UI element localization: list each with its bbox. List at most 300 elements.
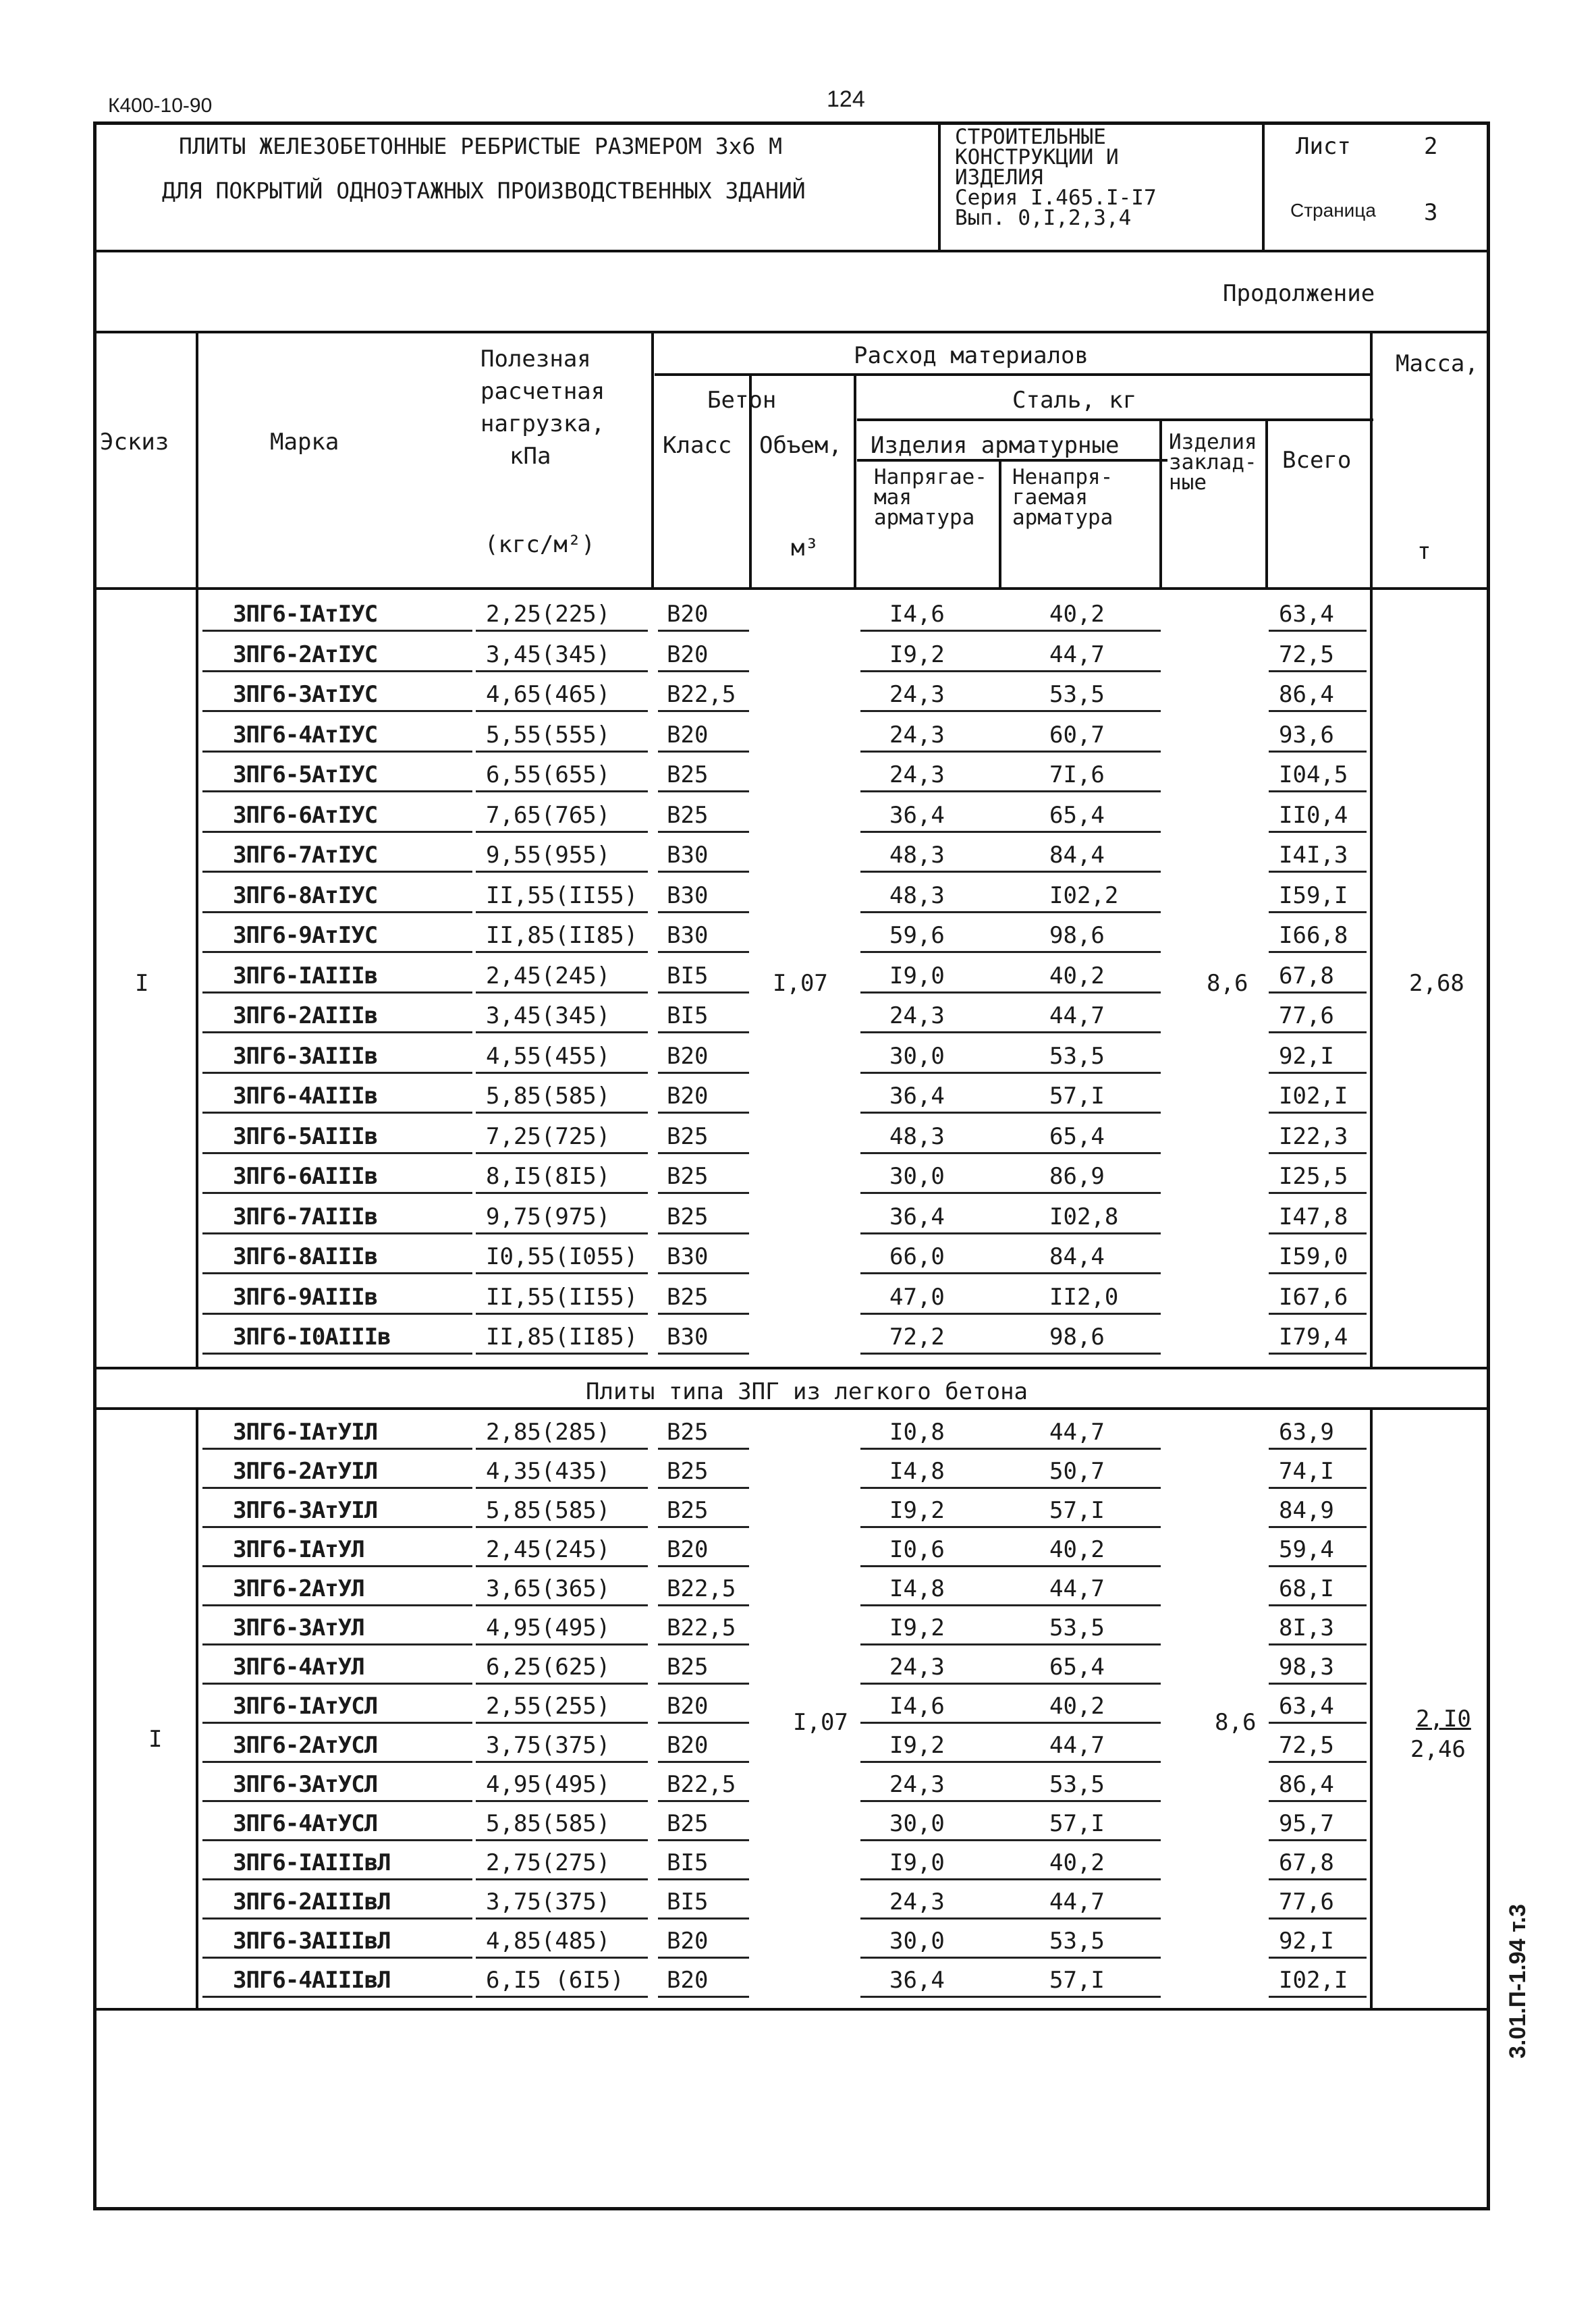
group2-row-class: В25	[667, 1497, 709, 1524]
group1-row-load-underline	[476, 1031, 648, 1033]
group2-row-prestressed: 24,3	[889, 1771, 945, 1798]
group1-row-marka-underline	[202, 871, 472, 873]
group2-row-class: В20	[667, 1693, 709, 1720]
group1-row-total: I04,5	[1279, 761, 1348, 788]
group1-row-total-underline	[1269, 1232, 1367, 1234]
group2-row-marka: 3ПГ6-IАтУIЛ	[233, 1419, 378, 1446]
group2-title-bottom-line	[93, 1407, 1490, 1410]
group1-row-total-underline	[1269, 911, 1367, 913]
group2-row-class: В20	[667, 1732, 709, 1759]
group2-row-nonprestressed: 53,5	[1049, 1928, 1105, 1955]
table-bottom-line	[93, 2008, 1490, 2011]
group2-row-prestressed: I9,2	[889, 1497, 945, 1524]
group1-row-total: I02,I	[1279, 1083, 1348, 1110]
group1-eskiz: I	[135, 970, 149, 997]
group1-row-marka: 3ПГ6-7АтIУС	[233, 842, 378, 869]
group2-row-total-underline	[1269, 1839, 1367, 1841]
group2-row-load: 4,35(435)	[486, 1458, 611, 1485]
group2-row-total-underline	[1269, 1683, 1367, 1685]
group2-row-class-underline	[658, 1917, 749, 1920]
group2-row-load-underline	[476, 1643, 648, 1645]
group2-row-class-underline	[658, 1526, 749, 1528]
group1-row-load: 2,45(245)	[486, 962, 611, 989]
group1-row-marka: 3ПГ6-6АтIУС	[233, 801, 378, 829]
title-line-2: ДЛЯ ПОКРЫТИЙ ОДНОЭТАЖНЫХ ПРОИЗВОДСТВЕННЫХ ЗДАНИЙ	[162, 178, 806, 204]
group2-title-top-line	[93, 1367, 1490, 1369]
group2-row-load: 3,65(365)	[486, 1575, 611, 1602]
group2-row-load-underline	[476, 1683, 648, 1685]
series-line-4: Серия I.465.I-I7	[955, 186, 1157, 210]
group1-row-class-underline	[658, 1112, 749, 1114]
col-volume-unit: м³	[791, 535, 819, 562]
group1-row-load: 5,85(585)	[486, 1083, 611, 1110]
sheet-value: 2	[1424, 133, 1438, 160]
group2-row-marka-underline	[202, 1957, 472, 1959]
group2-row-class-underline	[658, 1604, 749, 1606]
group2-row-nonprestressed: 53,5	[1049, 1614, 1105, 1641]
group2-row-steel-underline	[860, 1604, 1161, 1606]
group1-row-marka: 3ПГ6-3АIIIв	[233, 1042, 378, 1070]
group1-row-prestressed: 36,4	[889, 1083, 945, 1110]
group2-row-class: В25	[667, 1810, 709, 1837]
group2-row-total-underline	[1269, 1996, 1367, 1998]
group2-row-marka: 3ПГ6-4АтУСЛ	[233, 1810, 378, 1837]
group1-row-total: 92,I	[1279, 1042, 1334, 1070]
group1-row-total-underline	[1269, 831, 1367, 833]
group2-row-total-underline	[1269, 1917, 1367, 1920]
col-rebar-items: Изделия арматурные	[871, 432, 1120, 459]
group2-row-load-underline	[476, 1878, 648, 1880]
group1-row-total: I47,8	[1279, 1203, 1348, 1230]
col-load-1: Полезная	[480, 346, 591, 373]
group1-row-class: В25	[667, 1122, 709, 1150]
group1-row-class: ВI5	[667, 962, 709, 989]
group1-row-marka: 3ПГ6-2АтIУС	[233, 641, 378, 668]
group2-row-total-underline	[1269, 1604, 1367, 1606]
group2-row-steel-underline	[860, 1957, 1161, 1959]
group2-row-prestressed: I4,6	[889, 1693, 945, 1720]
group1-row-load: 3,45(345)	[486, 1002, 611, 1029]
group2-row-marka-underline	[202, 1448, 472, 1450]
group1-row-class: В30	[667, 842, 709, 869]
group1-row-steel-underline	[860, 1313, 1161, 1315]
group1-row-steel-underline	[860, 1232, 1161, 1234]
document-code: К400-10-90	[108, 94, 213, 117]
group1-row-prestressed: 36,4	[889, 1203, 945, 1230]
group2-row-marka: 3ПГ6-IАтУСЛ	[233, 1693, 378, 1720]
group2-row-nonprestressed: 44,7	[1049, 1575, 1105, 1602]
group2-row-class: ВI5	[667, 1849, 709, 1876]
group1-row-total-underline	[1269, 670, 1367, 672]
col-divider-nonprestressed	[1159, 418, 1162, 587]
group1-row-nonprestressed: 86,9	[1049, 1163, 1105, 1190]
group1-row-class: ВI5	[667, 1002, 709, 1029]
group2-title: Плиты типа 3ПГ из легкого бетона	[586, 1378, 1028, 1405]
group1-row-prestressed: 47,0	[889, 1283, 945, 1311]
title-block-divider	[938, 121, 941, 250]
group2-row-load-underline	[476, 1839, 648, 1841]
group1-row-nonprestressed: 98,6	[1049, 922, 1105, 949]
group1-row-total-underline	[1269, 710, 1367, 712]
group1-row-class: В20	[667, 1083, 709, 1110]
group2-row-prestressed: 30,0	[889, 1810, 945, 1837]
group1-row-nonprestressed: 40,2	[1049, 601, 1105, 628]
group2-row-steel-underline	[860, 1643, 1161, 1645]
group2-row-prestressed: I4,8	[889, 1458, 945, 1485]
group1-row-class: В30	[667, 881, 709, 909]
col-load-4: кПа	[510, 443, 551, 470]
group2-row-total-underline	[1269, 1643, 1367, 1645]
group2-row-prestressed: I0,8	[889, 1419, 945, 1446]
group2-row-total: 63,9	[1279, 1419, 1334, 1446]
group1-row-total: 86,4	[1279, 681, 1334, 708]
group1-row-prestressed: I9,2	[889, 641, 945, 668]
col-concrete: Бетон	[707, 387, 777, 414]
header-top-line	[93, 331, 1490, 333]
group1-row-class: В25	[667, 1283, 709, 1311]
col-eskiz: Эскиз	[100, 429, 169, 456]
group1-row-total-underline	[1269, 1072, 1367, 1074]
group1-row-prestressed: 59,6	[889, 922, 945, 949]
group1-row-total: 72,5	[1279, 641, 1334, 668]
group1-row-class-underline	[658, 1152, 749, 1154]
group1-row-class: В30	[667, 1324, 709, 1351]
group1-row-class-underline	[658, 911, 749, 913]
group1-row-nonprestressed: 65,4	[1049, 801, 1105, 829]
body-divider-total	[1370, 587, 1373, 1367]
group2-row-marka: 3ПГ6-2АтУIЛ	[233, 1458, 378, 1485]
group1-row-nonprestressed: 98,6	[1049, 1324, 1105, 1351]
group2-row-class-underline	[658, 1800, 749, 1802]
group1-row-total: I66,8	[1279, 922, 1348, 949]
group1-row-total: 63,4	[1279, 601, 1334, 628]
group2-row-prestressed: I9,2	[889, 1732, 945, 1759]
group2-row-load-underline	[476, 1487, 648, 1489]
group1-row-class-underline	[658, 1272, 749, 1274]
group2-row-load-underline	[476, 1565, 648, 1567]
group2-row-load: 2,55(255)	[486, 1693, 611, 1720]
group2-row-class-underline	[658, 1565, 749, 1567]
group1-row-load-underline	[476, 831, 648, 833]
group1-row-nonprestressed: 53,5	[1049, 681, 1105, 708]
group1-row-load-underline	[476, 1272, 648, 1274]
group1-row-marka: 3ПГ6-7АIIIв	[233, 1203, 378, 1230]
group2-row-marka: 3ПГ6-4АтУЛ	[233, 1654, 364, 1681]
group1-row-marka-underline	[202, 1313, 472, 1315]
group1-row-marka-underline	[202, 1031, 472, 1033]
group1-row-marka-underline	[202, 1232, 472, 1234]
group1-row-total-underline	[1269, 1313, 1367, 1315]
group1-row-class: В22,5	[667, 681, 736, 708]
group1-row-class-underline	[658, 710, 749, 712]
group1-row-prestressed: 30,0	[889, 1163, 945, 1190]
group1-row-total: II0,4	[1279, 801, 1348, 829]
group1-embedded: 8,6	[1207, 970, 1248, 997]
group1-row-prestressed: 48,3	[889, 842, 945, 869]
group1-row-nonprestressed: 57,I	[1049, 1083, 1105, 1110]
group1-row-load-underline	[476, 670, 648, 672]
group1-row-steel-underline	[860, 790, 1161, 792]
group1-row-load: II,55(II55)	[486, 1283, 638, 1311]
group2-row-load-underline	[476, 1996, 648, 1998]
group2-row-total: 63,4	[1279, 1693, 1334, 1720]
group1-row-marka: 3ПГ6-4АIIIв	[233, 1083, 378, 1110]
group2-row-steel-underline	[860, 1839, 1161, 1841]
group2-row-load: 3,75(375)	[486, 1888, 611, 1915]
group2-row-total: 84,9	[1279, 1497, 1334, 1524]
group2-row-marka: 3ПГ6-3АIIIвЛ	[233, 1928, 391, 1955]
group1-row-total: I67,6	[1279, 1283, 1348, 1311]
group1-row-total-underline	[1269, 1192, 1367, 1194]
group2-volume: I,07	[793, 1709, 848, 1736]
group1-row-class: В20	[667, 721, 709, 749]
group1-row-marka: 3ПГ6-5АтIУС	[233, 761, 378, 788]
group1-row-prestressed: 24,3	[889, 761, 945, 788]
group1-row-load: II,55(II55)	[486, 881, 638, 909]
group2-row-nonprestressed: 57,I	[1049, 1810, 1105, 1837]
group1-row-prestressed: 36,4	[889, 801, 945, 829]
materials-underline	[655, 373, 1370, 376]
group2-row-class: В22,5	[667, 1575, 736, 1602]
group1-row-marka-underline	[202, 991, 472, 994]
group1-row-nonprestressed: 60,7	[1049, 721, 1105, 749]
group2-row-marka-underline	[202, 1487, 472, 1489]
group2-row-steel-underline	[860, 1996, 1161, 1998]
group1-row-marka-underline	[202, 1112, 472, 1114]
group2-row-load: 6,25(625)	[486, 1654, 611, 1681]
group2-mass-a: 2,I0	[1416, 1706, 1471, 1733]
group2-row-load: 4,85(485)	[486, 1928, 611, 1955]
group2-row-marka: 3ПГ6-4АIIIвЛ	[233, 1967, 391, 1994]
group2-row-class: В20	[667, 1967, 709, 1994]
group1-row-total: I79,4	[1279, 1324, 1348, 1351]
group1-row-total-underline	[1269, 1031, 1367, 1033]
group2-row-steel-underline	[860, 1487, 1161, 1489]
group1-row-load: 4,55(455)	[486, 1042, 611, 1070]
group2-row-load: 2,45(245)	[486, 1536, 611, 1563]
group1-row-marka: 3ПГ6-4АтIУС	[233, 721, 378, 749]
group2-row-total-underline	[1269, 1878, 1367, 1880]
group2-row-class-underline	[658, 1878, 749, 1880]
group2-row-load: 4,95(495)	[486, 1614, 611, 1641]
group1-row-load: 4,65(465)	[486, 681, 611, 708]
group1-row-nonprestressed: II2,0	[1049, 1283, 1119, 1311]
group1-row-total-underline	[1269, 951, 1367, 953]
group2-row-steel-underline	[860, 1565, 1161, 1567]
group2-row-nonprestressed: 50,7	[1049, 1458, 1105, 1485]
group1-row-steel-underline	[860, 1353, 1161, 1355]
group2-row-load: 5,85(585)	[486, 1497, 611, 1524]
col-embedded: Изделия заклад- ные	[1169, 430, 1257, 495]
group2-row-marka-underline	[202, 1839, 472, 1841]
body2-divider-marka	[196, 1407, 198, 2008]
group1-row-total: I22,3	[1279, 1122, 1348, 1150]
continuation-label: Продолжение	[1223, 280, 1375, 307]
group2-row-load: 3,75(375)	[486, 1732, 611, 1759]
group2-row-marka-underline	[202, 1800, 472, 1802]
group1-row-nonprestressed: I02,2	[1049, 881, 1119, 909]
group1-row-prestressed: 30,0	[889, 1042, 945, 1070]
group1-row-load: 3,45(345)	[486, 641, 611, 668]
group2-embedded: 8,6	[1215, 1709, 1257, 1736]
group2-row-load: 5,85(585)	[486, 1810, 611, 1837]
group1-row-total: 93,6	[1279, 721, 1334, 749]
group1-row-class-underline	[658, 831, 749, 833]
steel-underline	[857, 418, 1373, 421]
side-code: 3.01.П-1.94 т.3	[1505, 1903, 1531, 2059]
page-label: Страница	[1290, 200, 1376, 221]
group2-row-prestressed: I4,8	[889, 1575, 945, 1602]
group1-row-steel-underline	[860, 951, 1161, 953]
group1-row-steel-underline	[860, 1272, 1161, 1274]
group1-row-class-underline	[658, 871, 749, 873]
group1-row-marka-underline	[202, 790, 472, 792]
group1-row-marka: 3ПГ6-IАтIУС	[233, 601, 378, 628]
col-steel: Сталь, кг	[1012, 387, 1137, 414]
group2-row-nonprestressed: 65,4	[1049, 1654, 1105, 1681]
group1-row-load-underline	[476, 1313, 648, 1315]
group2-row-nonprestressed: 44,7	[1049, 1888, 1105, 1915]
group2-row-class-underline	[658, 1722, 749, 1724]
group1-row-total: I4I,3	[1279, 842, 1348, 869]
group1-row-load: 9,75(975)	[486, 1203, 611, 1230]
group2-mass-b: 2,46	[1410, 1736, 1466, 1763]
group2-row-total: 72,5	[1279, 1732, 1334, 1759]
group1-mass: 2,68	[1409, 970, 1464, 997]
group1-row-marka-underline	[202, 911, 472, 913]
group2-row-marka-underline	[202, 1526, 472, 1528]
group1-row-steel-underline	[860, 751, 1161, 753]
group1-row-prestressed: 24,3	[889, 721, 945, 749]
group2-row-total-underline	[1269, 1957, 1367, 1959]
group1-row-marka: 3ПГ6-3АтIУС	[233, 681, 378, 708]
group2-row-total: 77,6	[1279, 1888, 1334, 1915]
group1-row-marka-underline	[202, 751, 472, 753]
group1-row-class-underline	[658, 1192, 749, 1194]
group1-row-marka-underline	[202, 1272, 472, 1274]
group1-row-class-underline	[658, 1353, 749, 1355]
group1-row-class-underline	[658, 991, 749, 994]
group2-row-class: В20	[667, 1928, 709, 1955]
group2-row-marka: 3ПГ6-IАIIIвЛ	[233, 1849, 391, 1876]
group2-row-class-underline	[658, 1996, 749, 1998]
group2-row-total: 68,I	[1279, 1575, 1334, 1602]
col-nonprestressed: Ненапря- гаемая арматура	[1012, 465, 1113, 530]
col-divider-embedded	[1265, 418, 1268, 587]
group1-row-load-underline	[476, 1192, 648, 1194]
group1-row-prestressed: I9,0	[889, 962, 945, 989]
group2-row-load-underline	[476, 1722, 648, 1724]
group1-row-class: В20	[667, 641, 709, 668]
group1-row-class: В20	[667, 601, 709, 628]
group1-row-steel-underline	[860, 991, 1161, 994]
group1-row-load: 7,65(765)	[486, 801, 611, 829]
header-bottom-line	[93, 587, 1490, 590]
group2-row-marka-underline	[202, 1761, 472, 1763]
group1-row-steel-underline	[860, 1031, 1161, 1033]
group1-row-class: В25	[667, 801, 709, 829]
group1-row-nonprestressed: 84,4	[1049, 842, 1105, 869]
group1-row-steel-underline	[860, 831, 1161, 833]
col-marka: Марка	[270, 429, 339, 456]
group2-row-total: 74,I	[1279, 1458, 1334, 1485]
group2-row-prestressed: I0,6	[889, 1536, 945, 1563]
group2-eskiz: I	[148, 1726, 163, 1753]
group2-row-class: В25	[667, 1458, 709, 1485]
group1-row-load: 7,25(725)	[486, 1122, 611, 1150]
group1-row-load-underline	[476, 991, 648, 994]
group1-row-marka-underline	[202, 1072, 472, 1074]
body2-divider-total	[1370, 1407, 1373, 2008]
group2-row-total-underline	[1269, 1448, 1367, 1450]
group1-row-class: В20	[667, 1042, 709, 1070]
group1-row-load-underline	[476, 1072, 648, 1074]
group2-row-total: I02,I	[1279, 1967, 1348, 1994]
group1-row-total-underline	[1269, 790, 1367, 792]
group1-row-total-underline	[1269, 1112, 1367, 1114]
group1-row-nonprestressed: 44,7	[1049, 641, 1105, 668]
group2-row-steel-underline	[860, 1722, 1161, 1724]
group1-row-steel-underline	[860, 911, 1161, 913]
group2-row-load-underline	[476, 1957, 648, 1959]
group1-row-total-underline	[1269, 630, 1367, 632]
group1-row-prestressed: 24,3	[889, 1002, 945, 1029]
group1-row-nonprestressed: I02,8	[1049, 1203, 1119, 1230]
col-load-2: расчетная	[480, 378, 605, 405]
group2-row-marka: 3ПГ6-3АтУЛ	[233, 1614, 364, 1641]
group2-row-total: 59,4	[1279, 1536, 1334, 1563]
body-divider-marka	[196, 587, 198, 1367]
series-line-2: КОНСТРУКЦИИ И	[955, 145, 1119, 169]
group2-row-nonprestressed: 44,7	[1049, 1419, 1105, 1446]
group1-row-load: 6,55(655)	[486, 761, 611, 788]
col-divider-prestressed	[999, 459, 1001, 587]
group1-row-marka-underline	[202, 951, 472, 953]
group1-row-load-underline	[476, 1152, 648, 1154]
group1-row-load-underline	[476, 1112, 648, 1114]
group1-row-load-underline	[476, 630, 648, 632]
group2-row-load: 6,I5 (6I5)	[486, 1967, 624, 1994]
group1-row-steel-underline	[860, 630, 1161, 632]
group2-row-load: 4,95(495)	[486, 1771, 611, 1798]
group1-row-marka: 3ПГ6-I0АIIIв	[233, 1324, 391, 1351]
group1-row-nonprestressed: 44,7	[1049, 1002, 1105, 1029]
group2-row-marka-underline	[202, 1996, 472, 1998]
group1-row-class: В25	[667, 1163, 709, 1190]
series-line-5: Вып. 0,I,2,3,4	[955, 206, 1132, 230]
group2-row-total: 67,8	[1279, 1849, 1334, 1876]
group1-row-marka: 3ПГ6-8АтIУС	[233, 881, 378, 909]
group1-volume: I,07	[773, 970, 828, 997]
group2-row-steel-underline	[860, 1917, 1161, 1920]
group1-row-total: I59,0	[1279, 1243, 1348, 1270]
group1-row-class-underline	[658, 1232, 749, 1234]
group2-row-marka-underline	[202, 1917, 472, 1920]
group1-row-class: В25	[667, 1203, 709, 1230]
col-divider-load	[651, 331, 654, 587]
group1-row-marka-underline	[202, 630, 472, 632]
group2-row-total-underline	[1269, 1526, 1367, 1528]
group1-row-prestressed: I4,6	[889, 601, 945, 628]
group2-row-marka-underline	[202, 1722, 472, 1724]
group1-row-total: I59,I	[1279, 881, 1348, 909]
group2-row-steel-underline	[860, 1800, 1161, 1802]
group2-row-total-underline	[1269, 1565, 1367, 1567]
group1-row-marka-underline	[202, 670, 472, 672]
group2-row-class: В25	[667, 1419, 709, 1446]
col-class: Класс	[663, 432, 732, 459]
group2-row-marka: 3ПГ6-2АтУСЛ	[233, 1732, 378, 1759]
